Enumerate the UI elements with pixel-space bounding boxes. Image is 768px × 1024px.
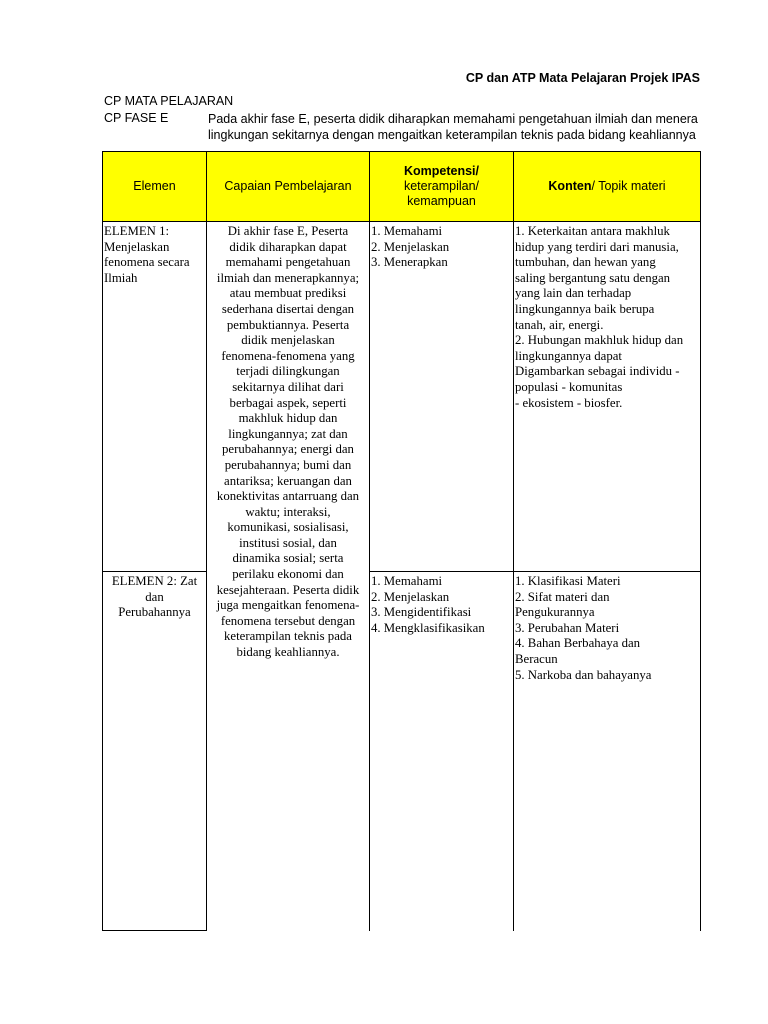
row-2-kompetensi-item: 3. Mengidentifikasi [371, 605, 472, 620]
capaian-line: dinamika sosial; serta [232, 551, 344, 566]
row-1-kompetensi [371, 224, 513, 271]
row-2-konten-line: 5. Narkoba dan bahayanya [515, 667, 652, 682]
row-1-bottom-border-left [102, 571, 207, 572]
row-2-elemen-line: ELEMEN 2: Zat [111, 574, 198, 588]
capaian-pembelajaran-text [207, 224, 369, 661]
row-2-kompetensi-item: 4. Mengklasifikasikan [371, 620, 485, 635]
row-1-konten-line: lingkungannya baik berupa [515, 301, 655, 316]
row-1-kompetensi-item: 3. Menerapkan [371, 255, 448, 270]
row-1-konten-line: lingkungannya dapat [515, 348, 622, 363]
row-1-elemen [104, 224, 206, 286]
row-2-konten-line: Beracun [515, 651, 558, 666]
col-divider-2 [369, 151, 370, 931]
header-konten-rest: / Topik materi [591, 179, 666, 193]
capaian-line: terjadi dilingkungan [236, 364, 340, 379]
header-konten [514, 152, 700, 221]
row-1-konten [515, 224, 701, 411]
capaian-line: kesejahteraan. Peserta didik [216, 582, 360, 597]
row-2-elemen-line: dan [145, 589, 164, 604]
header-kompetensi-line-3: kemampuan [407, 194, 476, 208]
row-2-elemen-line: Perubahannya [118, 605, 191, 620]
capaian-line: lingkungannya; zat dan [228, 426, 348, 441]
row-1-konten-line: - ekosistem - biosfer. [515, 395, 623, 410]
header-kompetensi [370, 152, 513, 221]
table-left-border [102, 151, 103, 931]
capaian-line: antariksa; keruangan dan [224, 473, 352, 488]
row-2-kompetensi [371, 574, 513, 636]
row-1-konten-line: 1. Keterkaitan antara makhluk [515, 224, 670, 238]
cp-mata-pelajaran-label: CP MATA PELAJARAN [104, 94, 234, 108]
capaian-line: berbagai aspek, seperti [229, 395, 347, 410]
capaian-line: sekitarnya dilihat dari [232, 379, 344, 394]
capaian-line: perubahannya; energi dan [222, 442, 354, 457]
row-1-kompetensi-item: 1. Memahami [371, 224, 443, 238]
capaian-line: fenomena tersebut dengan [220, 613, 356, 628]
header-kompetensi-line-2: keterampilan/ [403, 179, 480, 193]
cp-fase-line-1: Pada akhir fase E, peserta didik diharapkan memahami pengetahuan ilmiah dan menera [208, 112, 698, 126]
capaian-line: waktu; interaksi, [245, 504, 331, 519]
capaian-line: perilaku ekonomi dan [232, 567, 344, 582]
row-1-elemen-line: Menjelaskan [104, 239, 170, 254]
header-konten-label [548, 179, 665, 194]
capaian-line: sederhana disertai dengan [221, 301, 355, 316]
header-kompetensi-bold: Kompetensi/ [403, 164, 479, 178]
document-title: CP dan ATP Mata Pelajaran Projek IPAS [465, 71, 700, 85]
row-2-konten-line: Pengukurannya [515, 605, 595, 620]
row-2-konten [515, 574, 701, 683]
row-1-elemen-line: Ilmiah [104, 270, 138, 285]
cp-fase-line-2: lingkungan sekitarnya dengan mengaitkan keterampilan teknis pada bidang keahliannya [208, 128, 696, 142]
row-2-konten-line: 1. Klasifikasi Materi [515, 574, 621, 588]
col-divider-3 [513, 151, 514, 931]
header-konten-bold: Konten [548, 179, 592, 193]
row-1-bottom-border-right [369, 571, 701, 572]
table-header-bottom-border [102, 221, 701, 222]
row-1-konten-line: hidup yang terdiri dari manusia, [515, 239, 679, 254]
header-capaian-label: Capaian Pembelajaran [224, 179, 352, 193]
capaian-line: juga mengaitkan fenomena- [216, 598, 360, 613]
capaian-line: ilmiah dan menerapkannya; [216, 270, 360, 285]
capaian-line: konektivitas antarruang dan [216, 489, 360, 504]
row-1-konten-line: saling bergantung satu dengan [515, 270, 671, 285]
header-elemen-label: Elemen [133, 179, 176, 193]
row-2-kompetensi-item: 2. Menjelaskan [371, 589, 450, 604]
header-capaian [207, 152, 369, 221]
row-1-elemen-line: ELEMEN 1: [104, 224, 170, 238]
row-1-konten-line: populasi - komunitas [515, 379, 623, 394]
header-elemen [103, 152, 206, 221]
capaian-line: perubahannya; bumi dan [224, 457, 352, 472]
row-1-konten-line: Digambarkan sebagai individu - [515, 364, 680, 379]
capaian-line: didik menjelaskan [241, 333, 335, 348]
row-2-kompetensi-item: 1. Memahami [371, 574, 443, 588]
row-1-konten-line: yang lain dan terhadap [515, 286, 632, 301]
row-1-kompetensi-item: 2. Menjelaskan [371, 239, 450, 254]
row-2-elemen [103, 574, 206, 621]
row-2-konten-line: 3. Perubahan Materi [515, 620, 620, 635]
row-2-konten-line: 4. Bahan Berbahaya dan [515, 636, 641, 651]
capaian-line: didik diharapkan dapat [229, 239, 347, 254]
cp-fase-label: CP FASE E [104, 111, 169, 125]
table-bottom-border [102, 930, 207, 931]
capaian-line: atau membuat prediksi [229, 286, 347, 301]
capaian-line: Di akhir fase E, Peserta [227, 224, 349, 238]
cp-fase-description [208, 111, 708, 143]
row-1-konten-line: tanah, air, energi. [515, 317, 604, 332]
capaian-line: memahami pengetahuan [225, 255, 351, 270]
capaian-line: makhluk hidup dan [238, 411, 338, 426]
capaian-line: bidang keahliannya. [236, 645, 340, 660]
row-1-elemen-line: fenomena secara [104, 255, 190, 270]
capaian-line: komunikasi, sosialisasi, [227, 520, 349, 535]
capaian-line: institusi sosial, dan [239, 535, 337, 550]
row-2-konten-line: 2. Sifat materi dan [515, 589, 610, 604]
row-1-konten-line: 2. Hubungan makhluk hidup dan [515, 333, 684, 348]
capaian-line: fenomena-fenomena yang [221, 348, 355, 363]
row-1-konten-line: tumbuhan, dan hewan yang [515, 255, 656, 270]
capaian-line: pembuktiannya. Peserta [226, 317, 350, 332]
capaian-line: keterampilan teknis pada [224, 629, 352, 644]
